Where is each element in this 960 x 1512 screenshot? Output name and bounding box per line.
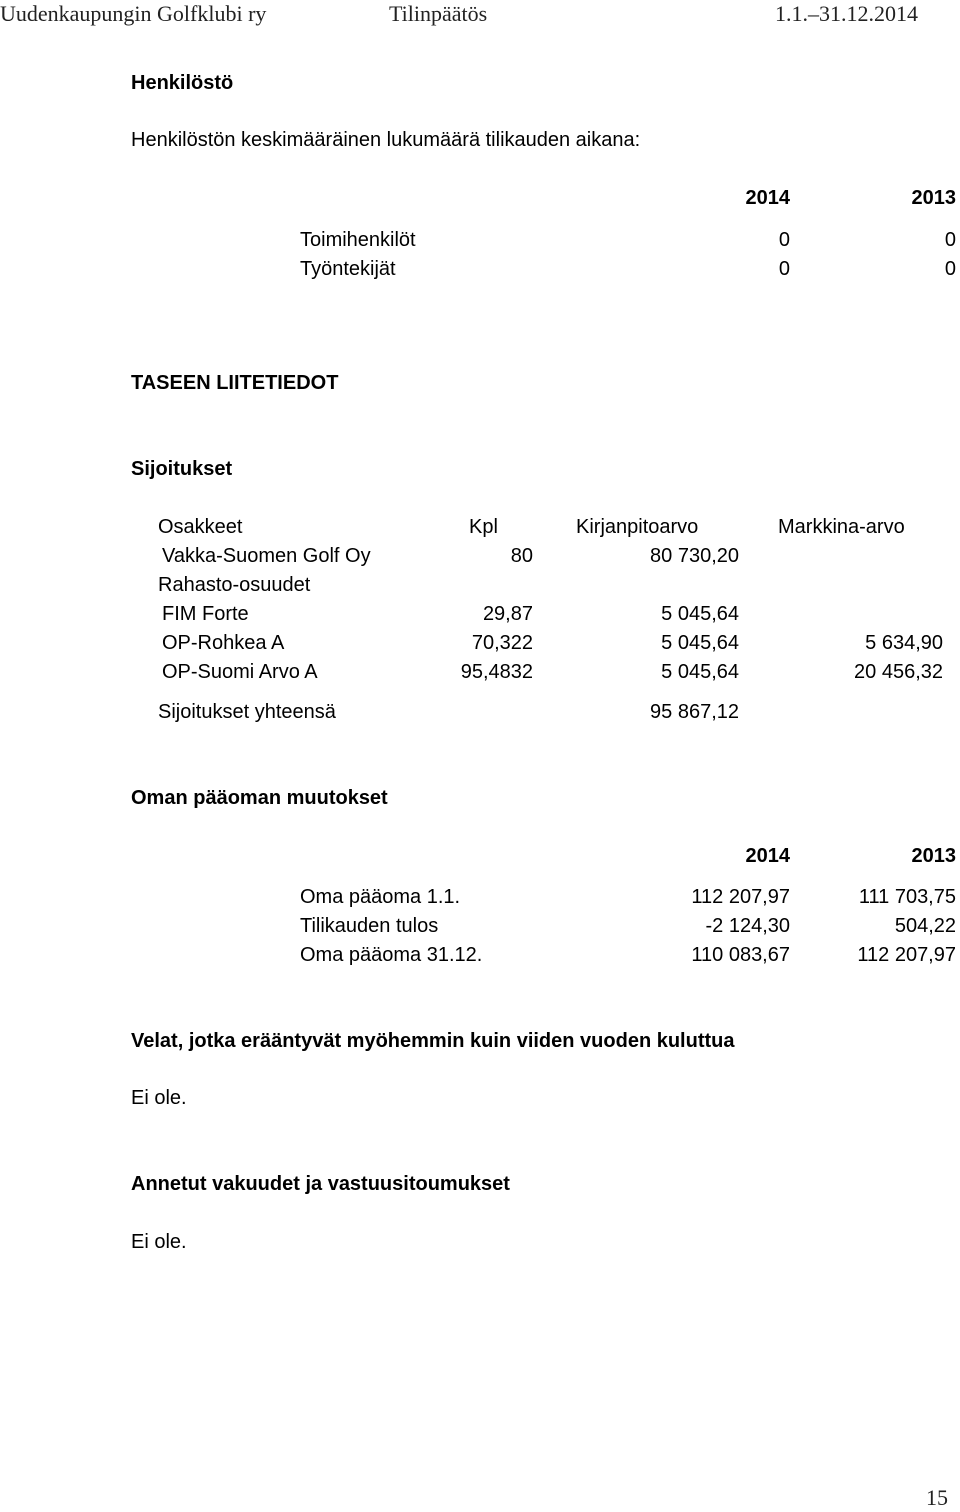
collateral-text: Ei ole. (131, 1231, 187, 1253)
equity-row-value-2014: -2 124,30 (705, 915, 790, 937)
staff-heading: Henkilöstö (131, 72, 234, 94)
staff-year-2013: 2013 (911, 187, 956, 209)
investments-col-shares: Osakkeet (158, 516, 243, 538)
equity-heading: Oman pääoman muutokset (131, 787, 388, 809)
equity-row-label: Oma pääoma 1.1. (300, 886, 461, 908)
equity-row-value-2013: 111 703,75 (858, 886, 956, 908)
investment-row-market-value: 20 456,32 (854, 661, 943, 683)
investments-col-quantity: Kpl (469, 516, 498, 538)
page-number: 15 (926, 1485, 948, 1510)
header-organization: Uudenkaupungin Golfklubi ry (0, 1, 267, 26)
equity-row-label: Oma pääoma 31.12. (300, 944, 483, 966)
investments-col-market-value: Markkina-arvo (778, 516, 905, 538)
investment-row-market-value: 5 634,90 (865, 632, 943, 654)
staff-row-value-2013: 0 (944, 229, 956, 251)
investment-row-book-value: 5 045,64 (661, 632, 739, 654)
investment-row-name: FIM Forte (162, 603, 249, 625)
investment-row-quantity: 29,87 (482, 603, 533, 625)
investment-row-quantity: 80 (510, 545, 533, 567)
investment-row-name: OP-Suomi Arvo A (162, 661, 318, 683)
equity-row-value-2013: 112 207,97 (857, 944, 956, 966)
investment-row-name: Vakka-Suomen Golf Oy (162, 545, 371, 567)
investment-row-quantity: 70,322 (471, 632, 533, 654)
equity-row-label: Tilikauden tulos (300, 915, 439, 937)
equity-row-value-2014: 112 207,97 (691, 886, 790, 908)
investment-row-book-value: 80 730,20 (650, 545, 739, 567)
investment-row-name: Rahasto-osuudet (158, 574, 311, 596)
staff-year-2014: 2014 (745, 187, 790, 209)
investment-row-quantity: 95,4832 (460, 661, 533, 683)
balance-notes-heading: TASEEN LIITETIEDOT (131, 372, 339, 394)
investments-col-book-value: Kirjanpitoarvo (576, 516, 699, 538)
investments-heading: Sijoitukset (131, 458, 233, 480)
investments-total-value: 95 867,12 (650, 701, 739, 723)
equity-row-value-2013: 504,22 (894, 915, 956, 937)
long-debts-heading: Velat, jotka erääntyvät myöhemmin kuin viiden vuoden kuluttua (131, 1030, 735, 1052)
equity-row-value-2014: 110 083,67 (691, 944, 790, 966)
header-document-title: Tilinpäätös (389, 1, 488, 26)
staff-subtitle: Henkilöstön keskimääräinen lukumäärä tilikauden aikana: (131, 129, 641, 151)
investment-row-book-value: 5 045,64 (661, 603, 739, 625)
collateral-heading: Annetut vakuudet ja vastuusitoumukset (131, 1173, 510, 1195)
investment-row-name: OP-Rohkea A (162, 632, 285, 654)
staff-row-label: Työntekijät (300, 258, 396, 280)
investment-row-book-value: 5 045,64 (661, 661, 739, 683)
staff-row-value-2014: 0 (778, 258, 790, 280)
staff-row-label: Toimihenkilöt (300, 229, 416, 251)
staff-row-value-2013: 0 (944, 258, 956, 280)
header-period: 1.1.–31.12.2014 (775, 1, 918, 26)
investments-total-label: Sijoitukset yhteensä (158, 701, 336, 723)
equity-year-2013: 2013 (911, 845, 956, 867)
equity-year-2014: 2014 (745, 845, 790, 867)
long-debts-text: Ei ole. (131, 1087, 187, 1109)
staff-row-value-2014: 0 (778, 229, 790, 251)
